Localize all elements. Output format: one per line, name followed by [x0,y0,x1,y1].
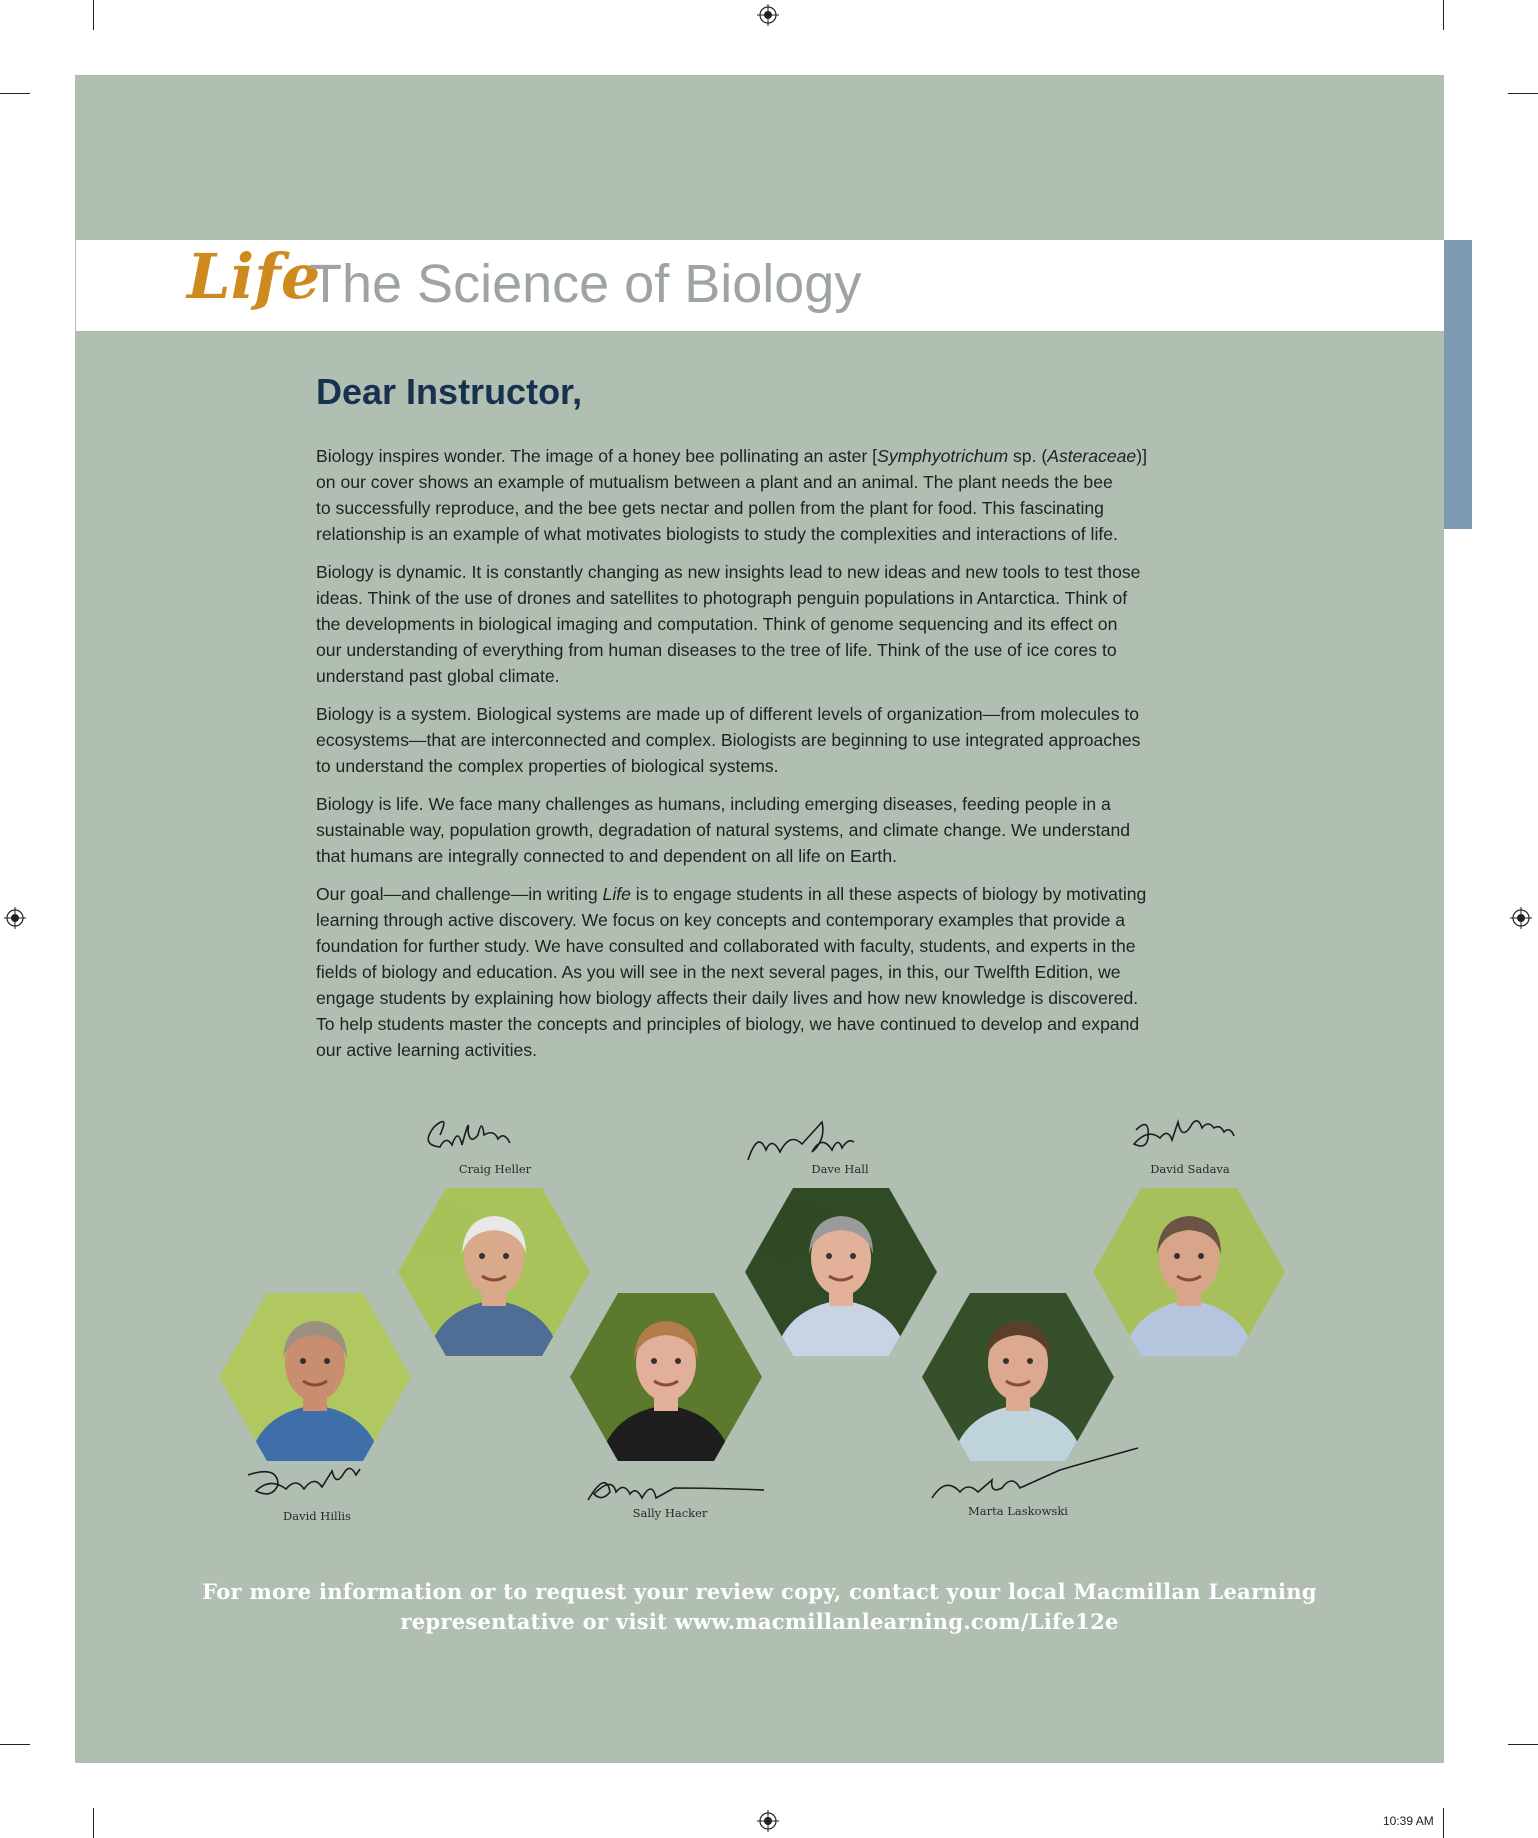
text-run: understand past global climate. [316,666,560,686]
letter-line [316,637,1228,663]
author-name: David Sadava [1150,1162,1230,1176]
registration-mark-icon [757,1810,779,1832]
letter-line [316,663,1228,689]
footer-line-2: representative or visit www.macmillanlearning.com/Life12e [400,1609,1119,1634]
letter-paragraph [316,791,1228,869]
text-run: Biology is dynamic. It is constantly changing as new insights lead to new ideas and new tools to test those [316,562,1141,582]
letter-line [316,611,1228,637]
text-run: Our goal—and challenge—in writing [316,884,603,904]
author-name: Marta Laskowski [968,1504,1068,1518]
text-run: Biology is a system. Biological systems are made up of different levels of organization—from molecules to [316,704,1140,724]
brand-title: Life [187,240,321,313]
letter-paragraph [316,443,1228,547]
letter-line [316,843,1228,869]
letter-body [316,443,1228,1075]
letter-line [316,1037,1228,1063]
crop-mark [1443,1808,1444,1838]
letter-line [316,559,1228,585]
letter-paragraph [316,701,1228,779]
crop-mark [93,0,94,30]
italic-text: Symphyotrichum [877,446,1009,466]
crop-mark [1508,93,1538,94]
book-subtitle: The Science of Biology [309,254,862,314]
letter-line [316,959,1228,985]
text-run: sp. ( [1008,446,1048,466]
registration-mark-icon [1510,907,1532,929]
registration-mark-icon [4,907,26,929]
text-run: is to engage students in all these aspects of biology by motivating [630,884,1147,904]
letter-line [316,585,1228,611]
text-run: on our cover shows an example of mutualism between a plant and an animal. The plant needs the bee [316,472,1113,492]
print-timestamp: 10:39 AM [1383,1814,1434,1828]
text-run: )] [1136,446,1147,466]
letter-paragraph [316,881,1228,1063]
letter-line [316,1011,1228,1037]
text-run: that humans are integrally connected to and dependent on all life on Earth. [316,846,897,866]
footer-line-1: For more information or to request your review copy, contact your local Macmillan Learning [202,1579,1317,1604]
crop-mark [0,1744,30,1745]
letter-line [316,469,1228,495]
text-run: learning through active discovery. We focus on key concepts and contemporary examples that provide a [316,910,1126,930]
letter-line [316,933,1228,959]
letter-line [316,907,1228,933]
text-run: Biology inspires wonder. The image of a honey bee pollinating an aster [ [316,446,878,466]
author-name: Dave Hall [811,1162,869,1176]
registration-mark-icon [757,4,779,26]
crop-mark [0,93,30,94]
text-run: To help students master the concepts and principles of biology, we have continued to develop and expand [316,1014,1140,1034]
author-name: Sally Hacker [632,1506,708,1520]
text-run: ideas. Think of the use of drones and satellites to photograph penguin populations in Antarctica. Think of [316,588,1128,608]
letter-line [316,727,1228,753]
text-run: to successfully reproduce, and the bee gets nectar and pollen from the plant for food. This fascinating [316,498,1104,518]
letter-line [316,753,1228,779]
author-name: Craig Heller [458,1162,532,1176]
letter-line [316,443,1228,469]
letter-line [316,791,1228,817]
text-run: sustainable way, population growth, degradation of natural systems, and climate change. We understand [316,820,1131,840]
text-run: ecosystems—that are interconnected and complex. Biologists are beginning to use integrated approaches [316,730,1141,750]
letter-paragraph [316,559,1228,689]
italic-text: Asteraceae [1047,446,1137,466]
side-tab [1444,240,1472,529]
crop-mark [93,1808,94,1838]
letter-line [316,701,1228,727]
text-run: the developments in biological imaging and computation. Think of genome sequencing and its effect on [316,614,1118,634]
italic-text: Life [602,884,631,904]
text-run: our active learning activities. [316,1040,538,1060]
crop-mark [1508,1744,1538,1745]
letter-line [316,985,1228,1011]
letter-line [316,495,1228,521]
text-run: Biology is life. We face many challenges as humans, including emerging diseases, feeding people in a [316,794,1111,814]
text-run: foundation for further study. We have consulted and collaborated with faculty, students, and experts in the [316,936,1136,956]
text-run: to understand the complex properties of biological systems. [316,756,779,776]
text-run: engage students by explaining how biology affects their daily lives and how new knowledge is discovered. [316,988,1139,1008]
crop-mark [1443,0,1444,30]
letter-greeting: Dear Instructor, [316,371,583,412]
footer-contact [75,1577,1444,1637]
author-name: David Hillis [283,1509,351,1523]
text-run: relationship is an example of what motivates biologists to study the complexities and interactions of life. [316,524,1118,544]
text-run: our understanding of everything from human diseases to the tree of life. Think of the use of ice cores to [316,640,1117,660]
letter-line [316,521,1228,547]
letter-line [316,881,1228,907]
letter-line [316,817,1228,843]
text-run: fields of biology and education. As you will see in the next several pages, in this, our Twelfth Edition, we [316,962,1121,982]
